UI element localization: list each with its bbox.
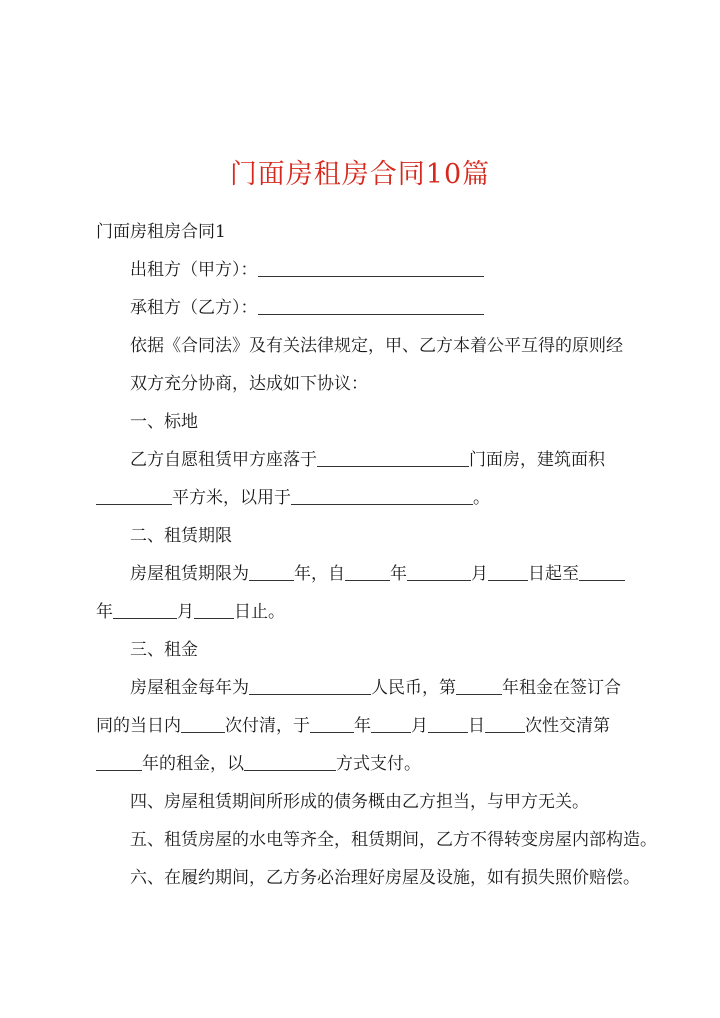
- end-day-blank[interactable]: [194, 598, 234, 619]
- payment-method-blank[interactable]: [244, 750, 336, 771]
- rent-text-e: 次付清，于: [225, 716, 310, 736]
- rent-text-b: 人民币，第: [371, 678, 456, 698]
- intro-paragraph: [96, 327, 631, 403]
- clause-6: 六、在履约期间，乙方务必治理好房屋及设施，如有损失照价赔偿。: [130, 868, 640, 888]
- term-text-g: 月: [177, 602, 194, 622]
- pay-times-blank[interactable]: [485, 712, 525, 733]
- rent-text-c: 年租金在签订合: [502, 678, 621, 698]
- subject-text-c: 平方米，以用于: [172, 488, 291, 508]
- pay-day-blank[interactable]: [428, 712, 468, 733]
- lessee-blank[interactable]: [258, 294, 484, 315]
- rent-line-3: [96, 745, 631, 783]
- intro-text: 依据《合同法》及有关法律规定，甲、乙方本着公平互得的原则经双方充分协商，达成如下协议：: [130, 336, 623, 394]
- section-heading: 门面房租房合同1: [96, 222, 226, 242]
- term-text-b: 年，自: [294, 564, 345, 584]
- term-text-h: 日止。: [234, 602, 285, 622]
- subject-line-2: [96, 479, 631, 517]
- purpose-blank[interactable]: [291, 484, 473, 505]
- start-month-blank[interactable]: [407, 560, 471, 581]
- term-line-1: [96, 555, 631, 593]
- lessor-label: 出租方（甲方）：: [130, 260, 258, 280]
- first-year-blank[interactable]: [456, 674, 502, 695]
- heading-subject: 一、标地: [130, 412, 198, 432]
- lessee-label: 承租方（乙方）：: [130, 298, 258, 318]
- rent-text-a: 房屋租金每年为: [130, 678, 249, 698]
- term-text-c: 年: [390, 564, 407, 584]
- installment-blank[interactable]: [181, 712, 225, 733]
- rent-line-1: [96, 669, 631, 707]
- start-day-blank[interactable]: [488, 560, 528, 581]
- pay-year-blank[interactable]: [310, 712, 354, 733]
- clause-4: 四、房屋租赁期间所形成的债务概由乙方担当，与甲方无关。: [130, 792, 589, 812]
- lessor-line: [96, 251, 631, 289]
- start-year-blank[interactable]: [345, 560, 390, 581]
- term-line-2: [96, 593, 631, 631]
- subject-text-b: 门面房，建筑面积: [469, 450, 605, 470]
- subject-text-d: 。: [473, 488, 490, 508]
- rent-text-h: 日: [468, 716, 485, 736]
- heading-rent: 三、租金: [130, 640, 198, 660]
- area-blank[interactable]: [96, 484, 172, 505]
- location-blank[interactable]: [317, 446, 469, 467]
- rent-text-k: 方式支付。: [336, 754, 421, 774]
- term-text-a: 房屋租赁期限为: [130, 564, 249, 584]
- heading-term: 二、租赁期限: [130, 526, 232, 546]
- end-month-blank[interactable]: [113, 598, 177, 619]
- rent-text-j: 年的租金，以: [142, 754, 244, 774]
- rent-line-2: [96, 707, 631, 745]
- lessee-line: [96, 289, 631, 327]
- rent-text-d: 同的当日内: [96, 716, 181, 736]
- subject-line-1: [96, 441, 631, 479]
- lessor-blank[interactable]: [258, 256, 484, 277]
- rent-text-g: 月: [411, 716, 428, 736]
- term-text-d: 月: [471, 564, 488, 584]
- rent-year-blank[interactable]: [96, 750, 142, 771]
- term-text-e: 日起至: [528, 564, 579, 584]
- document-title: 门面房租房合同10篇: [229, 159, 491, 190]
- annual-rent-blank[interactable]: [249, 674, 371, 695]
- term-text-f: 年: [96, 602, 113, 622]
- subject-text-a: 乙方自愿租赁甲方座落于: [130, 450, 317, 470]
- rent-text-f: 年: [354, 716, 371, 736]
- term-years-blank[interactable]: [249, 560, 294, 581]
- pay-month-blank[interactable]: [371, 712, 411, 733]
- end-year-blank[interactable]: [579, 560, 625, 581]
- clause-5: 五、租赁房屋的水电等齐全，租赁期间，乙方不得转变房屋内部构造。: [130, 830, 657, 850]
- rent-text-i: 次性交清第: [525, 716, 610, 736]
